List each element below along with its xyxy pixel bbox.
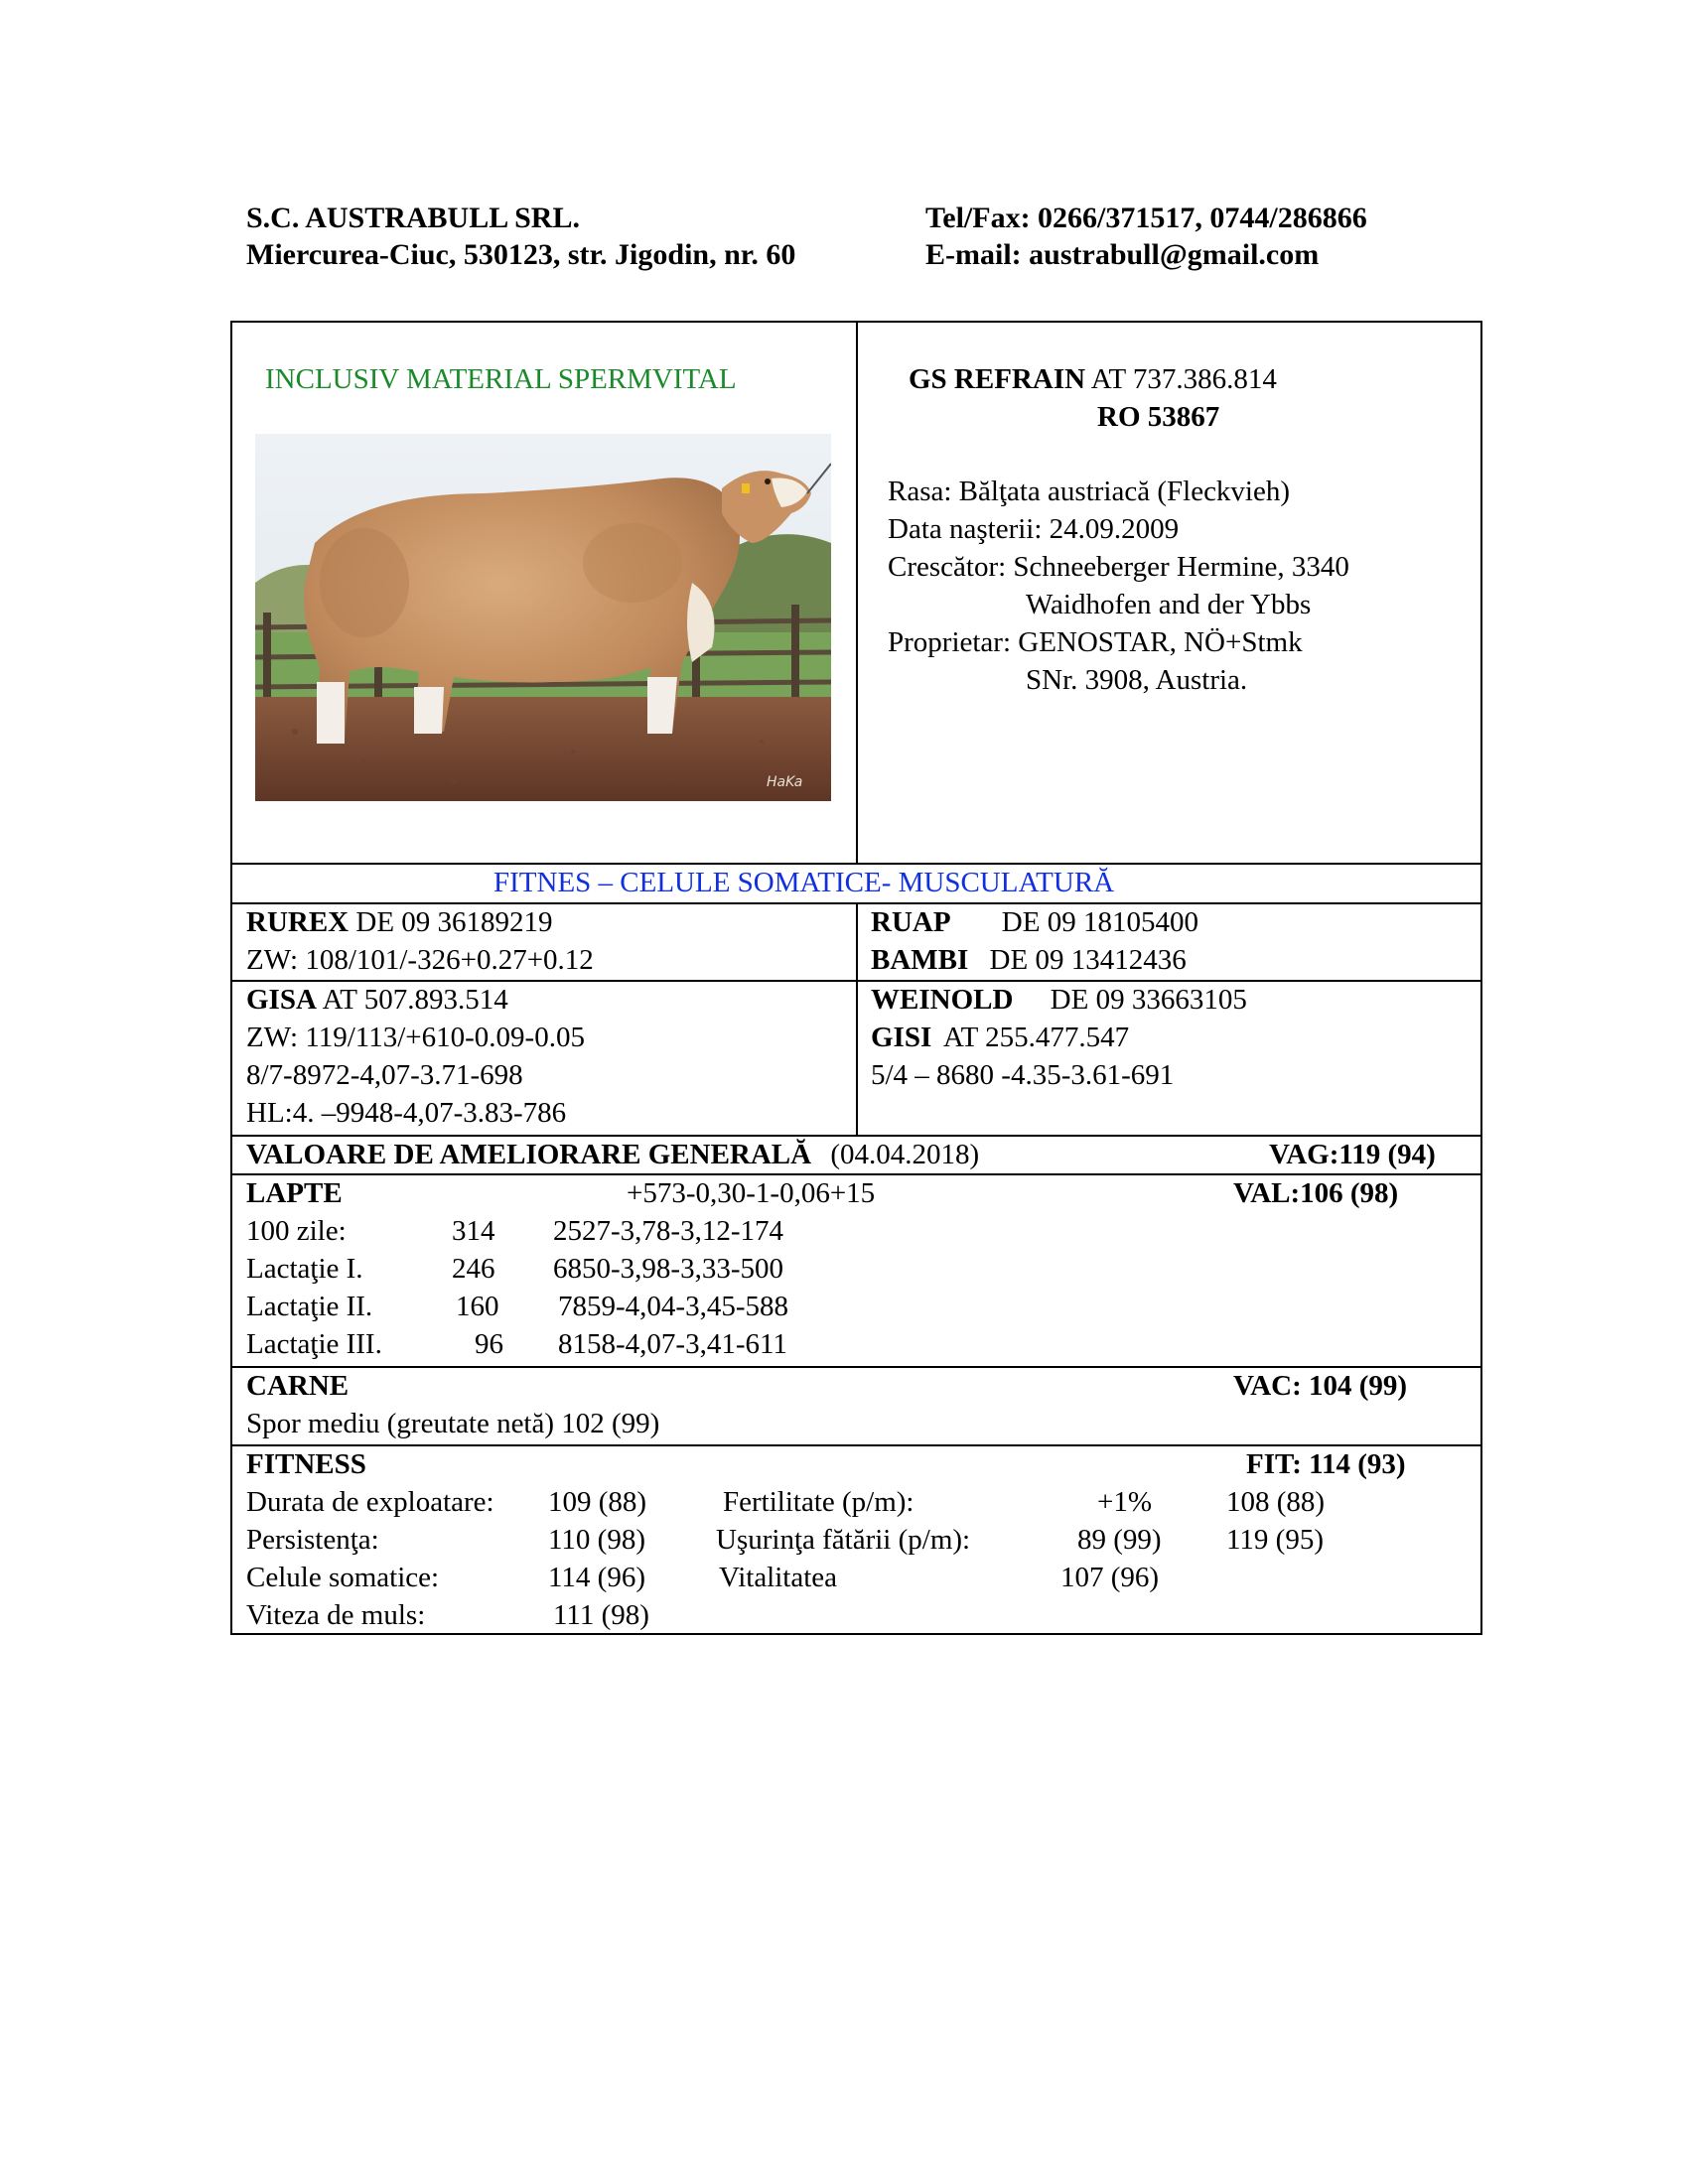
sire-zw: ZW: 108/101/-326+0.27+0.12	[246, 944, 594, 976]
pedigree-title: FITNES – CELULE SOMATICE- MUSCULATURĂ	[493, 867, 1115, 898]
lapte-row-label: 100 zile:	[246, 1215, 347, 1247]
fitness-value-2: +1%	[1097, 1486, 1153, 1518]
vag-title: VALOARE DE AMELIORARE GENERALĂ	[246, 1139, 812, 1170]
dam-id: AT 507.893.514	[316, 984, 508, 1016]
fitness-label-2: Fertilitate (p/m):	[723, 1486, 914, 1518]
sire-sire	[871, 904, 1198, 940]
fitness-label: Persistenţa:	[246, 1524, 379, 1556]
fitness-value-2: 107 (96)	[1060, 1562, 1160, 1593]
carne-line: Spor mediu (greutate netă) 102 (99)	[246, 1408, 660, 1439]
fitness-value-3: 108 (88)	[1226, 1486, 1326, 1518]
fitness-label-2: Uşurinţa fătării (p/m):	[716, 1524, 971, 1556]
dam-dam-name: GISI	[871, 1022, 932, 1053]
breeder-line-2: Waidhofen and der Ybbs	[1026, 589, 1312, 620]
dam-dam-line: 5/4 – 8680 -4.35-3.61-691	[871, 1059, 1175, 1091]
breed: Rasa: Bălţata austriacă (Fleckvieh)	[888, 476, 1291, 507]
lapte-row-value: 7859-4,04-3,45-588	[558, 1291, 788, 1322]
sire-sire-id: DE 09 18105400	[1001, 906, 1198, 938]
sire-sire-name: RUAP	[871, 906, 951, 938]
lapte-value: VAL:106 (98)	[1233, 1177, 1399, 1209]
owner-line-1: Proprietar: GENOSTAR, NÖ+Stmk	[888, 626, 1303, 658]
bull-title	[909, 361, 1277, 397]
vag-value: VAG:119 (94)	[1269, 1139, 1436, 1170]
company-address: Miercurea-Ciuc, 530123, str. Jigodin, nr. 60	[246, 238, 796, 271]
company-email[interactable]: E-mail: austrabull@gmail.com	[925, 238, 1320, 271]
lapte-row-value: 6850-3,98-3,33-500	[553, 1253, 783, 1285]
dam-zw: ZW: 119/113/+610-0.09-0.05	[246, 1022, 585, 1053]
sire-dam-id: DE 09 13412436	[989, 944, 1187, 976]
dam-sire	[871, 982, 1247, 1018]
lapte-row-label: Lactaţie III.	[246, 1328, 382, 1360]
fitness-label-2: Vitalitatea	[719, 1562, 838, 1593]
dam-line-2: 8/7-8972-4,07-3.71-698	[246, 1059, 523, 1091]
vag-row	[246, 1137, 979, 1172]
sire-dam-name: BAMBI	[871, 944, 969, 976]
vag-date: (04.04.2018)	[830, 1139, 980, 1170]
carne-value: VAC: 104 (99)	[1233, 1370, 1408, 1402]
lapte-row-label: Lactaţie I.	[246, 1253, 363, 1285]
fitness-label: Viteza de muls:	[246, 1599, 426, 1631]
photo-watermark: HaKa	[767, 774, 803, 790]
lapte-row-n: 96	[475, 1328, 503, 1360]
lapte-row-n: 160	[456, 1291, 499, 1322]
fitness-label: Durata de exploatare:	[246, 1486, 494, 1518]
lapte-title: LAPTE	[246, 1177, 343, 1209]
dam-line-3: HL:4. –9948-4,07-3.83-786	[246, 1097, 567, 1129]
sire-dam	[871, 942, 1187, 978]
fitness-value-1: 111 (98)	[553, 1599, 649, 1631]
ro-number: RO 53867	[1097, 401, 1220, 433]
dam	[246, 982, 508, 1018]
fitness-title: FITNESS	[246, 1448, 366, 1480]
breeder-line-1: Crescător: Schneeberger Hermine, 3340	[888, 551, 1349, 583]
fitness-label: Celule somatice:	[246, 1562, 440, 1593]
fitness-value-1: 109 (88)	[548, 1486, 647, 1518]
owner-line-2: SNr. 3908, Austria.	[1026, 664, 1248, 696]
sire-id: DE 09 36189219	[349, 906, 553, 938]
birth-date: Data naşterii: 24.09.2009	[888, 513, 1180, 545]
bull-name: GS REFRAIN	[909, 363, 1086, 395]
lapte-row-n: 314	[452, 1215, 495, 1247]
company-phone: Tel/Fax: 0266/371517, 0744/286866	[925, 202, 1367, 234]
fitness-value-1: 114 (96)	[548, 1562, 645, 1593]
company-name: S.C. AUSTRABULL SRL.	[246, 202, 580, 234]
material-note: INCLUSIV MATERIAL SPERMVITAL	[265, 363, 737, 395]
sire-name: RUREX	[246, 906, 350, 938]
lapte-formula: +573-0,30-1-0,06+15	[627, 1177, 876, 1209]
dam-name: GISA	[246, 984, 317, 1016]
dam-sire-id: DE 09 33663105	[1050, 984, 1247, 1016]
fitness-value-1: 110 (98)	[548, 1524, 645, 1556]
fitness-value: FIT: 114 (93)	[1246, 1448, 1406, 1480]
dam-dam-id: AT 255.477.547	[937, 1022, 1130, 1053]
lapte-row-n: 246	[452, 1253, 495, 1285]
sire	[246, 904, 553, 940]
lapte-row-value: 8158-4,07-3,41-611	[558, 1328, 787, 1360]
carne-title: CARNE	[246, 1370, 350, 1402]
fitness-value-3: 119 (95)	[1226, 1524, 1324, 1556]
bull-photo	[255, 434, 831, 801]
fitness-value-2: 89 (99)	[1077, 1524, 1162, 1556]
dam-dam	[871, 1020, 1129, 1055]
dam-sire-name: WEINOLD	[871, 984, 1014, 1016]
bull-id: AT 737.386.814	[1085, 363, 1277, 395]
lapte-row-value: 2527-3,78-3,12-174	[553, 1215, 783, 1247]
lapte-row-label: Lactaţie II.	[246, 1291, 373, 1322]
